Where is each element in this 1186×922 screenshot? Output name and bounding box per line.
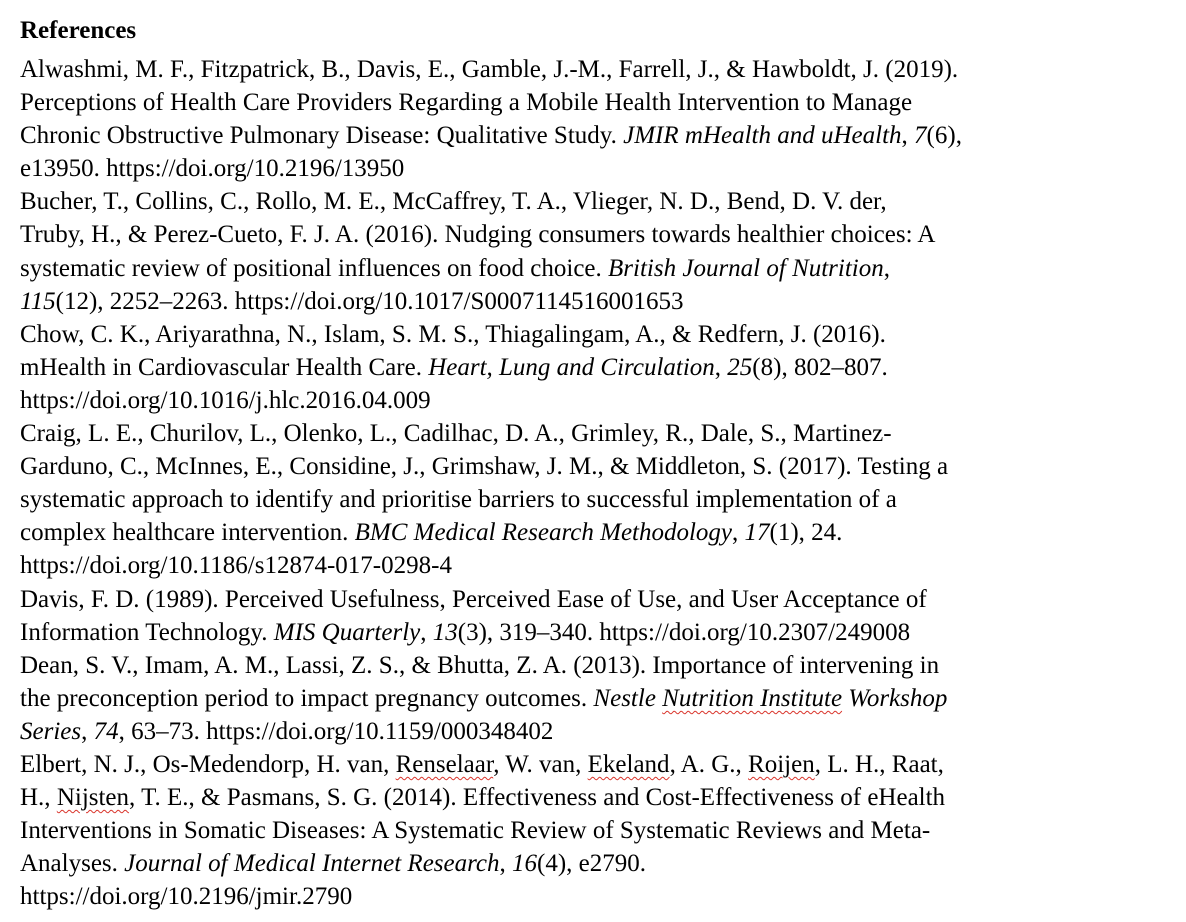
text-run: systematic review of positional influences on food choice. [20, 254, 609, 282]
italic-text: 7 [914, 122, 927, 150]
text-run: https://doi.org/10.1016/j.hlc.2016.04.009 [20, 386, 431, 414]
reference-line [20, 384, 1180, 417]
italic-text: British Journal of Nutrition [608, 254, 884, 282]
reference-line [20, 847, 1180, 880]
italic-text: 17 [744, 519, 770, 547]
text-run: , [883, 254, 891, 282]
reference-line [20, 880, 1180, 913]
text-run: Information Technology. [20, 618, 274, 646]
reference-line [20, 616, 1180, 649]
italic-text: Heart, Lung and Circulation [428, 353, 715, 381]
reference-line [20, 417, 1180, 450]
reference-line [20, 715, 1180, 748]
italic-text: 74 [93, 717, 119, 745]
spellcheck-flagged-text: Roijen [748, 750, 815, 778]
spellcheck-flagged-text: Renselaar [395, 750, 494, 778]
text-run: (1), 24. [769, 519, 843, 547]
italic-text: Workshop [842, 684, 948, 712]
spellcheck-flagged-text: Nutrition Institute [662, 684, 843, 712]
italic-text: 25 [727, 353, 753, 381]
text-run: Chow, C. K., Ariyarathna, N., Islam, S. M. S., Thiagalingam, A., & Redfern, J. (2016). [20, 320, 886, 348]
text-run: e13950. https://doi.org/10.2196/13950 [20, 155, 405, 183]
italic-text: Journal of Medical Internet Research [124, 850, 500, 878]
text-run: , A. G., [669, 750, 749, 778]
italic-text: Nestle [593, 684, 663, 712]
italic-text: Series [20, 717, 82, 745]
reference-entry [20, 185, 1180, 317]
text-run: Bucher, T., Collins, C., Rollo, M. E., McCaffrey, T. A., Vlieger, N. D., Bend, D. V. der, [20, 188, 887, 216]
text-run: , [901, 122, 915, 150]
reference-line [20, 318, 1180, 351]
italic-text: JMIR mHealth and uHealth [623, 122, 902, 150]
text-run: Davis, F. D. (1989). Perceived Usefulness, Perceived Ease of Use, and User Acceptance of [20, 585, 927, 613]
italic-text: BMC Medical Research Methodology [354, 519, 733, 547]
text-run: Dean, S. V., Imam, A. M., Lassi, Z. S., & Bhutta, Z. A. (2013). Importance of intervening in [20, 651, 940, 679]
text-run: complex healthcare intervention. [20, 519, 355, 547]
reference-line [20, 53, 1180, 86]
italic-text: MIS Quarterly [273, 618, 421, 646]
text-run: (6), [926, 122, 962, 150]
text-run: , [714, 353, 728, 381]
reference-line [20, 814, 1180, 847]
spellcheck-flagged-text: Ekeland [587, 750, 670, 778]
reference-entry [20, 649, 1180, 748]
reference-line [20, 185, 1180, 218]
text-run: , [81, 717, 94, 745]
reference-list [20, 53, 1180, 913]
text-run: , T. E., & Pasmans, S. G. (2014). Effectiveness and Cost-Effectiveness of eHealth [129, 784, 946, 812]
text-run: Garduno, C., McInnes, E., Considine, J., Grimshaw, J. M., & Middleton, S. (2017). Testing a [20, 453, 949, 481]
reference-line [20, 86, 1180, 119]
text-run: https://doi.org/10.1186/s12874-017-0298-4 [20, 552, 452, 580]
spellcheck-flagged-text: Nijsten [56, 784, 130, 812]
reference-entry [20, 53, 1180, 185]
reference-line [20, 351, 1180, 384]
text-run: Chronic Obstructive Pulmonary Disease: Qualitative Study. [20, 122, 624, 150]
reference-entry [20, 748, 1180, 913]
reference-line [20, 483, 1180, 516]
text-run: (8), 802–807. [752, 353, 888, 381]
reference-line [20, 549, 1180, 582]
text-run: https://doi.org/10.2196/jmir.2790 [20, 883, 353, 911]
reference-line [20, 218, 1180, 251]
text-run: , 63–73. https://doi.org/10.1159/000348402 [118, 717, 554, 745]
reference-line [20, 285, 1180, 318]
reference-entry [20, 417, 1180, 582]
reference-line [20, 649, 1180, 682]
reference-line [20, 781, 1180, 814]
reference-entry [20, 318, 1180, 417]
document-page [20, 14, 1180, 913]
text-run: , [732, 519, 745, 547]
text-run: Craig, L. E., Churilov, L., Olenko, L., Cadilhac, D. A., Grimley, R., Dale, S., Martinez- [20, 420, 892, 448]
reference-line [20, 748, 1180, 781]
text-run: Interventions in Somatic Diseases: A Systematic Review of Systematic Reviews and Meta- [20, 817, 931, 845]
reference-line [20, 119, 1180, 152]
text-run: H., [20, 784, 57, 812]
references-heading: References [20, 17, 137, 44]
text-run: Alwashmi, M. F., Fitzpatrick, B., Davis, E., Gamble, J.-M., Farrell, J., & Hawboldt, J. (2019). [20, 56, 959, 83]
reference-line [20, 450, 1180, 483]
reference-line [20, 682, 1180, 715]
text-run: Truby, H., & Perez-Cueto, F. J. A. (2016). Nudging consumers towards healthier choices: A [20, 221, 936, 249]
text-run: Perceptions of Health Care Providers Regarding a Mobile Health Intervention to Manage [20, 89, 913, 117]
text-run: (12), 2252–2263. https://doi.org/10.1017/S0007114516001653 [55, 287, 684, 315]
reference-line [20, 152, 1180, 185]
text-run: , W. van, [493, 750, 588, 778]
reference-entry [20, 583, 1180, 649]
text-run: (3), 319–340. https://doi.org/10.2307/249008 [457, 618, 911, 646]
text-run: the preconception period to impact pregnancy outcomes. [20, 684, 594, 712]
text-run: mHealth in Cardiovascular Health Care. [20, 353, 429, 381]
text-run: , [499, 850, 513, 878]
italic-text: 16 [512, 850, 538, 878]
italic-text: 13 [432, 618, 458, 646]
reference-line [20, 583, 1180, 616]
text-run: , [420, 618, 433, 646]
reference-line [20, 516, 1180, 549]
reference-line [20, 252, 1180, 285]
text-run: systematic approach to identify and prioritise barriers to successful implementation of a [20, 486, 897, 514]
italic-text: 115 [20, 287, 56, 315]
text-run: Elbert, N. J., Os-Medendorp, H. van, [20, 750, 396, 778]
text-run: , L. H., Raat, [814, 750, 944, 778]
text-run: Analyses. [20, 850, 125, 878]
text-run: (4), e2790. [537, 850, 647, 878]
